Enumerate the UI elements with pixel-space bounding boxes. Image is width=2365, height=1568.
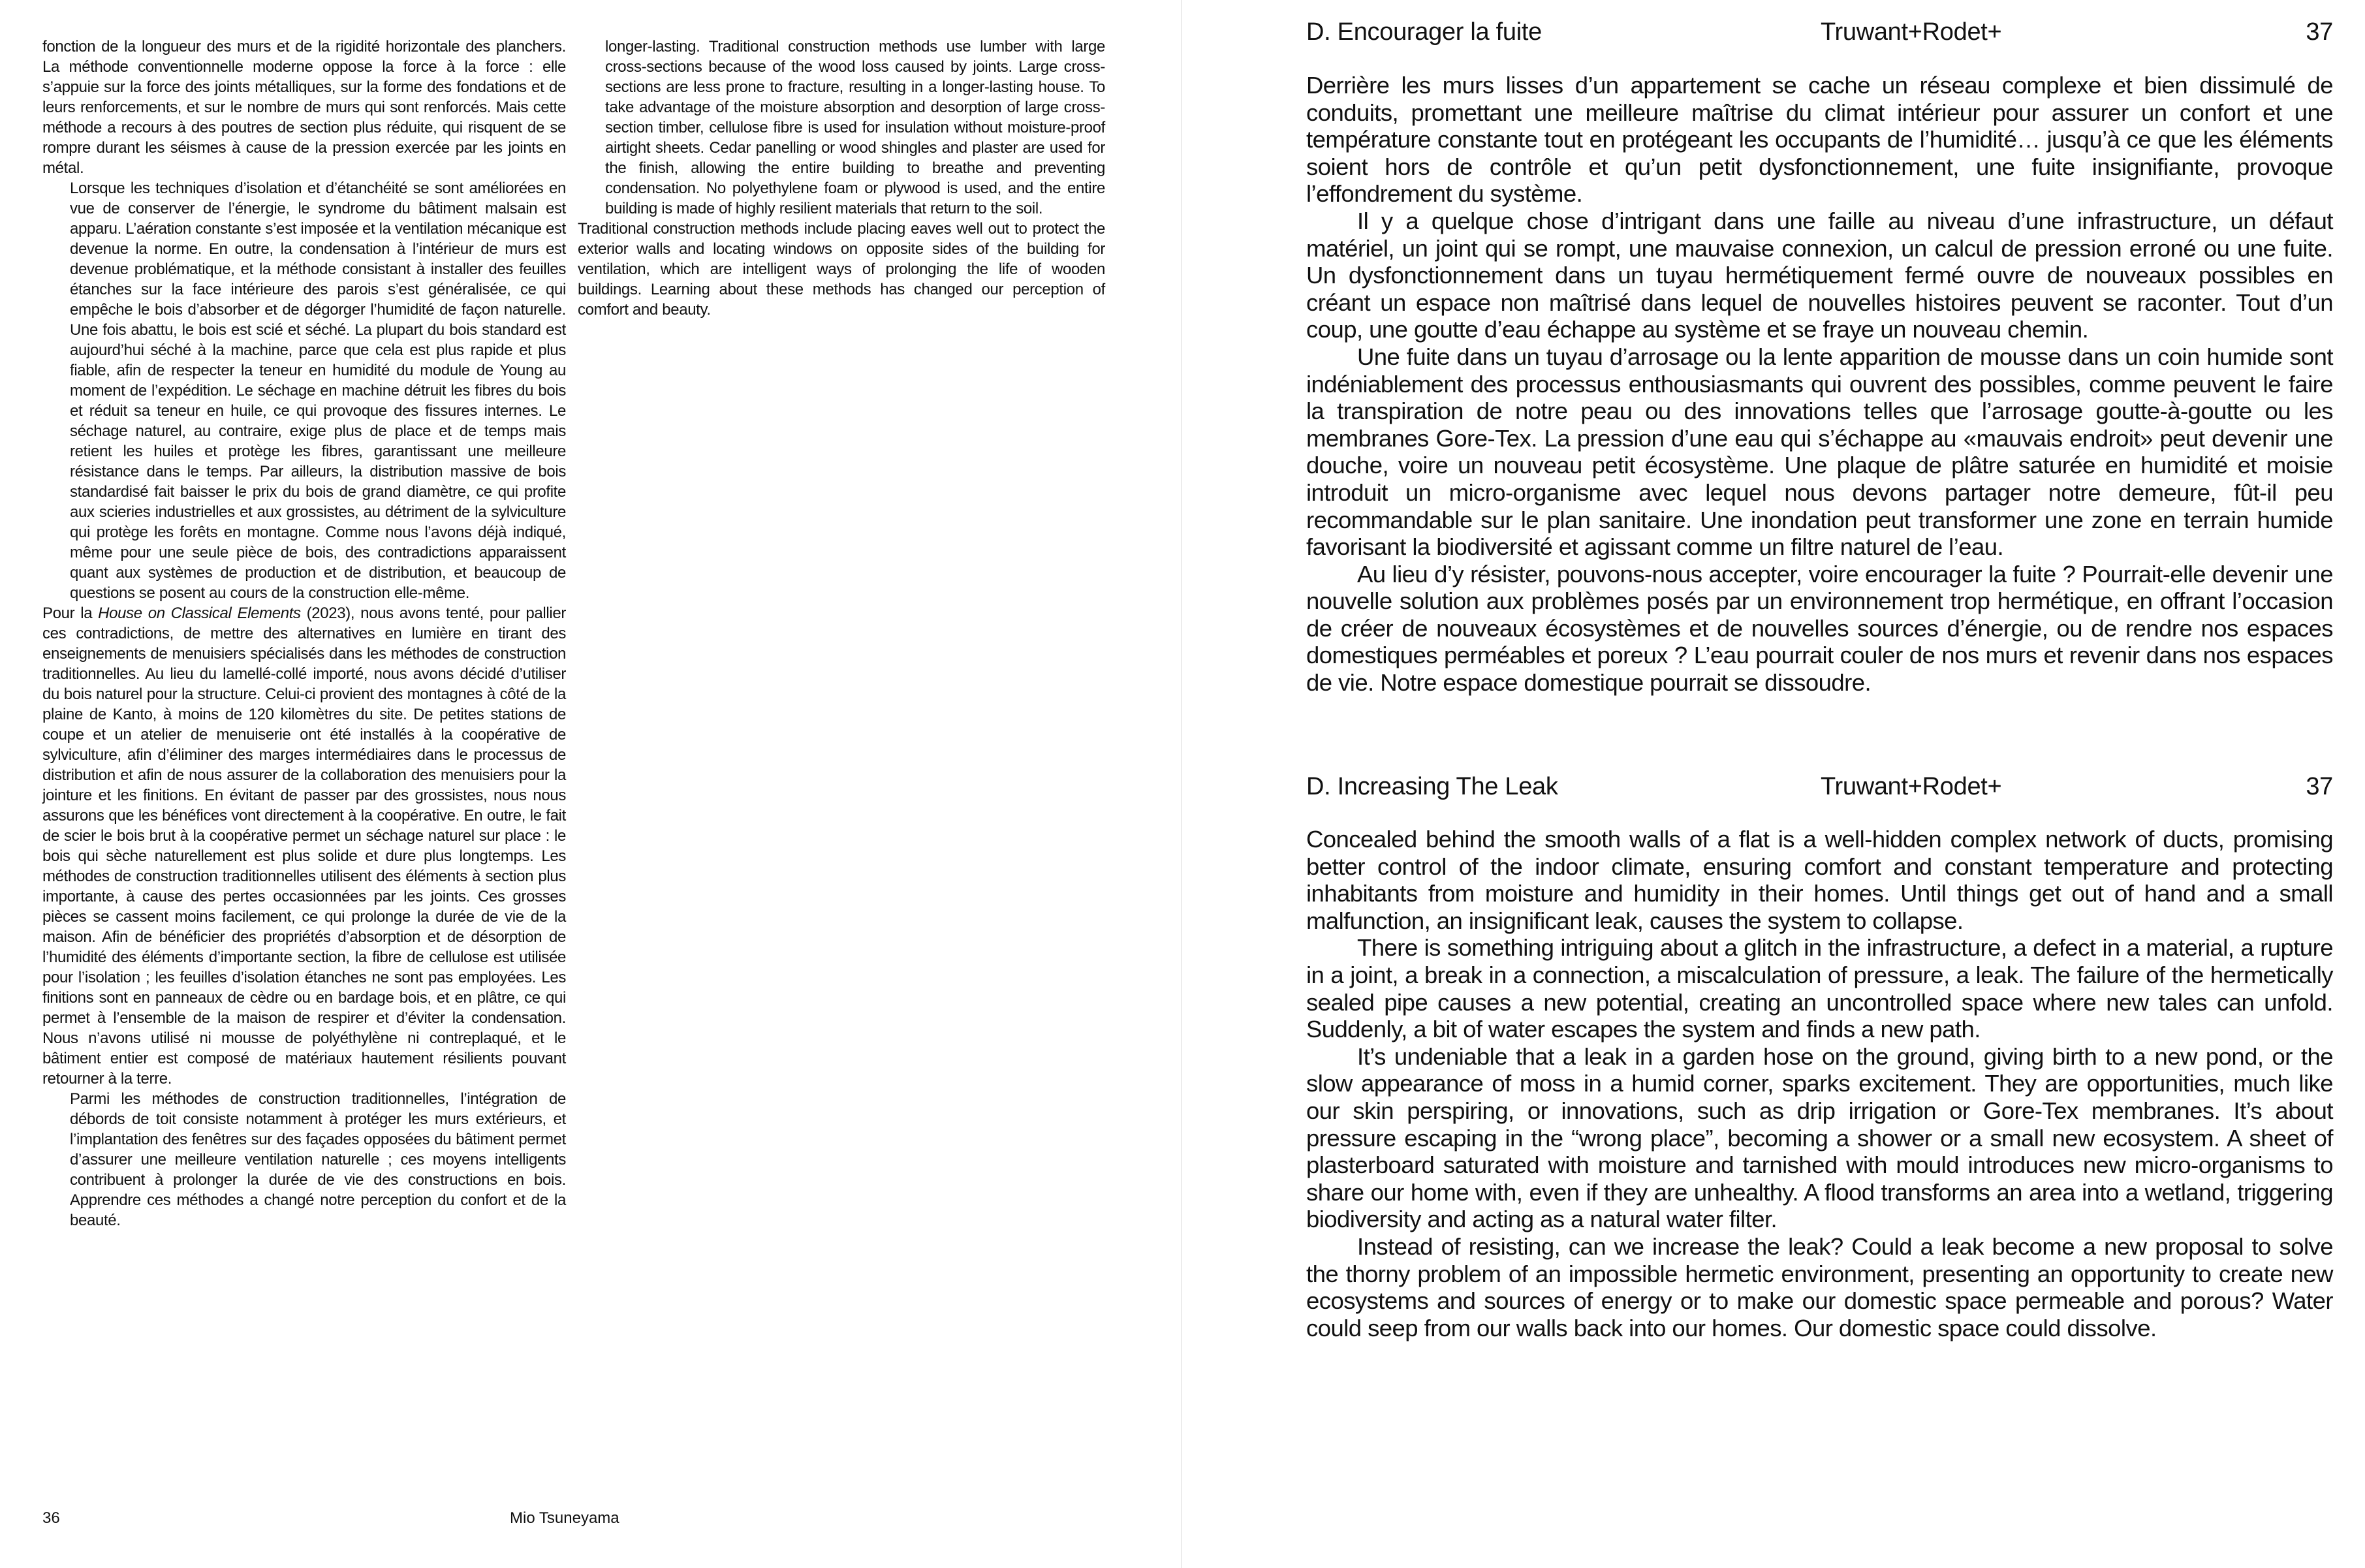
french-body [1306,72,2333,697]
english-body [1306,826,2333,1341]
paragraph: Derrière les murs lisses d’un appartement se cache un réseau complexe et bien dissimulé de conduits, promettant une meilleure maîtrise du climat intérieur pour assurer un confort et une température constante tout en protégeant les occupants de l’humidité… jusqu’à ce que les éléments soient hors de contrôle et qu’un petit dysfonctionnement, une fuite insignifiante, provoque l’effondrement du système. [1306,72,2333,208]
paragraph: Lorsque les techniques d’isolation et d’étanchéité se sont améliorées en vue de conserver de l’énergie, le syndrome du bâtiment malsain est apparu. L’aération constante s’est imposée et la ventilation mécanique est devenue la norme. En outre, la condensation à l’intérieur de murs est devenue problématique, et la méthode consistant à installer des feuilles étanches sur la face intérieure des parois s’est généralisée, ce qui empêche le bois d’absorber et de dégorger l’humidité de façon naturelle. Une fois abattu, le bois est scié et séché. La plupart du bois standard est aujourd’hui séché à la machine, parce que cela est plus rapide et plus fiable, afin de respecter la teneur en humidité du module de Young au moment de l’expédition. Le séchage en machine détruit les fibres du bois et réduit sa teneur en huile, ce qui provoque des fissures internes. Le séchage naturel, au contraire, exige plus de place et de temps mais retient les huiles et protège les fibres, garantissant une meilleure résistance dans le temps. Par ailleurs, la distribution massive de bois standardisé fait baisser le prix du bois de grand diamètre, ce qui profite aux scieries industrielles et aux grossistes, au détriment de la sylviculture qui protège les forêts en montagne. Comme nous l’avons déjà indiqué, même pour une seule pièce de bois, des contradictions apparaissent quant aux systèmes de production et de distribution, et beaucoup de questions se posent au cours de la construction elle-même. [70,180,566,602]
french-section-title: D. Encourager la fuite [1306,18,1542,46]
paragraph-text: (2023), nous avons tenté, pour pallier ces contradictions, de mettre des alternatives en lumière en tirant des enseignements de menuisiers spécialisés dans les méthodes de construction traditionnelles. Au lieu du lamellé-collé importé, nous avons décidé d’utiliser du bois naturel pour la structure. Celui-ci provient des montagnes à côté de la plaine de Kanto, à moins de 120 kilomètres du site. De petites stations de coupe et un atelier de menuiserie ont été installés à la coopérative de sylviculture, afin d’éliminer des marges intermédiaires dans le processus de distribution et afin de nous assurer de la collaboration des menuisiers pour la jointure et les finitions. En évitant de passer par des grossistes, nous nous assurons que les bénéfices vont directement à la coopérative. En outre, le fait de scier le bois brut à la coopérative permet un séchage naturel sur place : le bois qui sèche naturellement est plus solide et dure plus longtemps. Les méthodes de construction traditionnelles utilisent des éléments à section plus importante, à cause des pertes occasionnées par les joints. Ces grosses pièces se cassent moins facilement, ce qui prolonge la durée de vie de la maison. Afin de bénéficier des propriétés d’absorption et de désorption de l’humidité des éléments d’importante section, la fibre de cellulose est utilisée pour l’isolation ; les feuilles d’isolation étanches ne sont pas employées. Les finitions sont en panneaux de cèdre ou en bardage bois, et en plâtre, ce qui permet à l’ensemble de la maison de respirer et d’éviter la condensation. Nous n’avons utilisé ni mousse de polyéthylène ni contreplaqué, et le bâtiment entier est composé de matériaux hautement résilients pouvant retourner à la terre. [42,604,566,1088]
paragraph [42,603,566,1089]
paragraph-prefix: Pour la [42,604,99,622]
paragraph: Il y a quelque chose d’intrigant dans une faille au niveau d’une infrastructure, un défaut matériel, un joint qui se rompt, une mauvaise connexion, un calcul de pression erroné ou une fuite. Un dysfonctionnement dans un tuyau hermétiquement fermé ouvre de nouveaux possibles en créant un espace non maîtrisé dans lequel de nouvelles histoires peuvent se raconter. Tout d’un coup, une goutte d’eau échappe au système et se fraye un nouveau chemin. [1306,207,2333,343]
paragraph: Instead of resisting, can we increase the leak? Could a leak become a new proposal to solve the thorny problem of an impossible hermetic environment, presenting an opportunity to create new ecosystems and sources of energy or to make our domestic space permeable and porous? Water could seep from our walls back into our homes. Our domestic space could dissolve. [1306,1232,2333,1341]
paragraph: There is something intriguing about a glitch in the infrastructure, a defect in a material, a rupture in a joint, a break in a connection, a miscalculation of pressure, a leak. The failure of the hermetically sealed pipe causes a new potential, creating an uncontrolled space where new tales can unfold. Suddenly, a bit of water escapes the system and finds a new path. [1306,934,2333,1043]
paragraph: Parmi les méthodes de construction traditionnelles, l’intégration de débords de toit consiste notamment à protéger les murs extérieurs, et l’implantation des fenêtres sur des façades opposées du bâtiment permet d’assurer une meilleure ventilation naturelle ; ces moyens intelligents contribuent à prolonger la durée de vie des constructions en bois. Apprendre ces méthodes a changé notre perception du confort et de la beauté. [70,1090,566,1229]
paragraph: Au lieu d’y résister, pouvons-nous accepter, voire encourager la fuite ? Pourrait-elle devenir une nouvelle solution aux problèmes posés par un environnement trop hermétique, en offrant l’occasion de créer de nouveaux écosystèmes et de nouvelles sources d’énergie, ou de rendre nos espaces domestiques perméables et poreux ? L’eau pourrait couler de nos murs et revenir dans nos espaces de vie. Notre espace domestique pourrait se dissoudre. [1306,560,2333,697]
french-page-number: 37 [2306,18,2333,46]
left-page-column-2 [578,37,1105,320]
book-spine [1181,0,1182,1568]
english-section-title: D. Increasing The Leak [1306,773,1558,800]
paragraph: Traditional construction methods include placing eaves well out to protect the exterior walls and locating windows on opposite sides of the building for ventilation, which are intelligent ways of prolonging the life of wooden buildings. Learning about these methods has changed our perception of comfort and beauty. [578,220,1105,319]
project-title: House on Classical Elements [98,604,301,622]
paragraph: Une fuite dans un tuyau d’arrosage ou la lente apparition de mousse dans un coin humide sont indéniablement des processus enthousiasmants qui ouvrent des possibles, comme peuvent le faire la transpiration de notre peau ou des innovations telles que l’arrosage goutte-à-goutte ou les membranes Gore-Tex. La pression d’une eau qui s’échappe au «mauvais endroit» peut devenir une douche, voire un nouveau petit écosystème. Une plaque de plâtre saturée en humidité et moisie introduit un micro-organisme avec lequel nous devons partager notre demeure, fût-il peu recommandable sur le plan sanitaire. Une inondation peut transformer une zone en terrain humide favorisant la biodiversité et agissant comme un filtre naturel de l’eau. [1306,343,2333,561]
paragraph: Concealed behind the smooth walls of a flat is a well-hidden complex network of ducts, promising better control of the indoor climate, ensuring comfort and constant temperature and protecting inhabitants from moisture and humidity in their homes. Until things get out of hand and a small malfunction, an insignificant leak, causes the system to collapse. [1306,826,2333,934]
paragraph: It’s undeniable that a leak in a garden hose on the ground, giving birth to a new pond, or the slow appearance of moss in a humid corner, sparks excitement. They are opportunities, much like our skin perspiring, or innovations, such as drip irrigation or Gore-Tex membranes. It’s about pressure escaping in the “wrong place”, becoming a shower or a small new ecosystem. A sheet of plasterboard saturated with moisture and tarnished with mould introduces new micro-organisms to share our home with, even if they are unhealthy. A flood transforms an area into a wetland, triggering biodiversity and acting as a natural water filter. [1306,1043,2333,1233]
english-section-authors: Truwant+Rodet+ [1821,773,2002,800]
left-page-column-1 [42,37,566,1231]
english-page-number: 37 [2306,773,2333,800]
paragraph: fonction de la longueur des murs et de la rigidité horizontale des planchers. La méthode conventionnelle moderne oppose la force à la force : elle s’appuie sur la force des joints métalliques, sur la forme des fondations et de leurs renforcements, et sur le nombre de murs qui sont renforcés. Mais cette méthode a recours à des poutres de section plus réduite, qui risquent de se rompre durant les séismes à cause de la pression exercée par les joints en métal. [42,38,566,177]
left-page-author: Mio Tsuneyama [510,1509,619,1527]
french-section-authors: Truwant+Rodet+ [1821,18,2002,46]
paragraph: longer-lasting. Traditional construction methods use lumber with large cross-sections because of the wood loss caused by joints. Large cross-sections are less prone to fracture, resulting in a longer-lasting house. To take advantage of the moisture absorption and desorption of large cross-section timber, cellulose fibre is used for insulation without moisture-proof airtight sheets. Cedar panelling or wood shingles and plaster are used for the finish, allowing the entire building to breathe and preventing condensation. No polyethylene foam or plywood is used, and the entire building is made of highly resilient materials that return to the soil. [605,38,1105,217]
left-page-number: 36 [42,1509,60,1527]
